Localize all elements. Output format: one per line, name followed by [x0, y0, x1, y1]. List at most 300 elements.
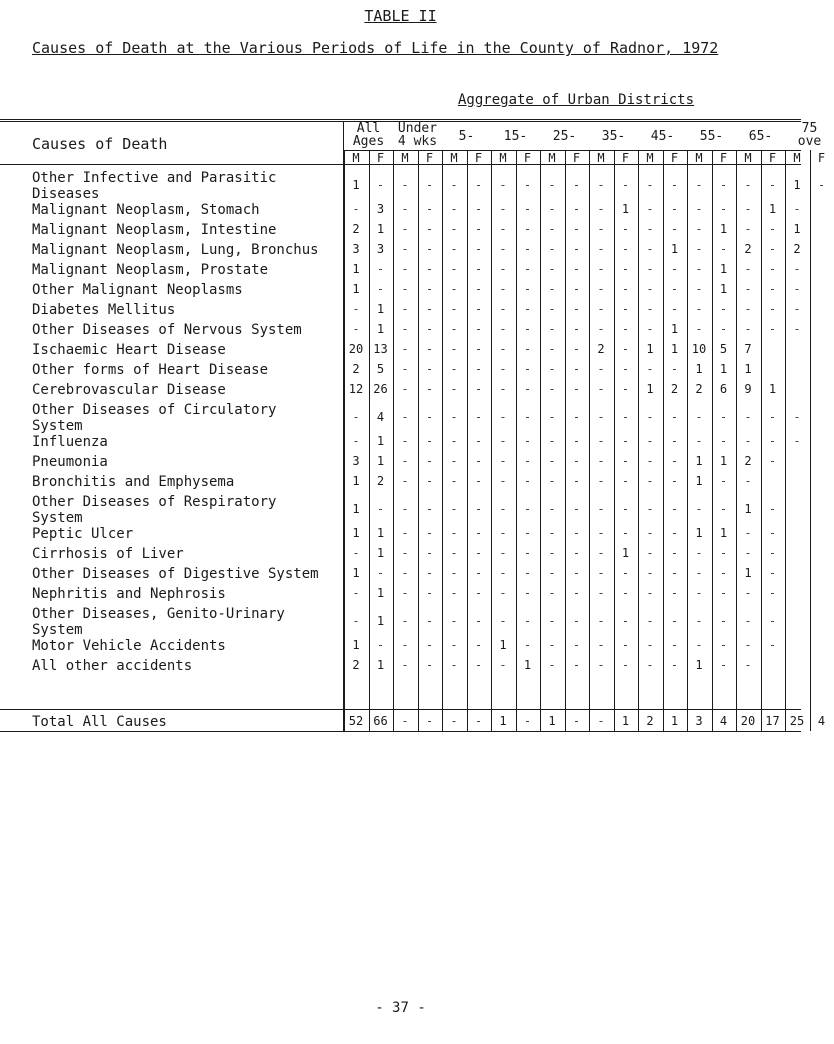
table-cell: - — [646, 638, 654, 652]
table-cell: - — [548, 262, 556, 276]
table-cell: - — [670, 474, 679, 488]
table-cell: - — [572, 242, 581, 256]
table-cell: - — [401, 362, 409, 376]
table-cell: 5 — [376, 362, 385, 376]
table-cell: - — [572, 454, 581, 468]
table-cell: 2 — [695, 382, 703, 396]
table-cell: - — [817, 178, 826, 192]
sex-subheader: F — [376, 151, 385, 165]
table-cell: - — [401, 638, 409, 652]
table-cell: - — [401, 434, 409, 448]
table-cell: - — [572, 202, 581, 216]
cause-label: Other forms of Heart Disease — [32, 362, 269, 378]
table-cell: - — [719, 322, 728, 336]
table-cell: - — [523, 566, 532, 580]
table-cell: - — [793, 322, 801, 336]
table-cell: 1 — [621, 546, 630, 560]
table-cell: - — [719, 474, 728, 488]
table-cell: - — [670, 202, 679, 216]
table-cell: - — [621, 178, 630, 192]
table-cell: - — [597, 242, 605, 256]
col-divider — [663, 150, 664, 731]
table-cell: - — [352, 202, 360, 216]
table-cell: - — [474, 410, 483, 424]
table-cell: - — [597, 322, 605, 336]
table-cell: - — [695, 614, 703, 628]
table-cell: - — [499, 434, 507, 448]
table-cell: - — [352, 434, 360, 448]
table-cell: - — [597, 262, 605, 276]
table-cell: 1 — [719, 362, 728, 376]
table-cell: - — [744, 474, 752, 488]
table-cell: - — [719, 546, 728, 560]
age-group-header: Under 4 wks — [393, 122, 442, 148]
table-cell: - — [744, 322, 752, 336]
table-cell: - — [621, 322, 630, 336]
table-cell: - — [499, 454, 507, 468]
table-cell: - — [572, 434, 581, 448]
table-cell: - — [548, 546, 556, 560]
total-cell: - — [425, 714, 434, 728]
table-cell: - — [670, 222, 679, 236]
table-cell: - — [646, 614, 654, 628]
col-divider — [810, 150, 811, 731]
table-cell: 10 — [691, 342, 707, 356]
table-cell: - — [523, 410, 532, 424]
table-cell: - — [719, 566, 728, 580]
table-cell: - — [401, 526, 409, 540]
table-cell: - — [621, 566, 630, 580]
cause-label: Other Diseases of Nervous System — [32, 322, 302, 338]
table-cell: - — [401, 342, 409, 356]
table-cell: - — [523, 474, 532, 488]
col-divider — [516, 150, 517, 731]
cause-label: Malignant Neoplasm, Intestine — [32, 222, 277, 238]
sex-subheader: M — [793, 151, 801, 165]
table-cell: - — [744, 302, 752, 316]
age-group-header: 75 ove — [785, 122, 834, 148]
sex-subheader: F — [621, 151, 630, 165]
table-cell: - — [695, 302, 703, 316]
total-cell: 66 — [373, 714, 388, 728]
table-cell: 1 — [376, 454, 385, 468]
table-cell: - — [474, 502, 483, 516]
sex-subheader: F — [523, 151, 532, 165]
table-cell: - — [450, 638, 458, 652]
table-cell: - — [719, 614, 728, 628]
table-cell: - — [401, 322, 409, 336]
table-cell: - — [597, 222, 605, 236]
table-cell: - — [352, 614, 360, 628]
total-cell: 52 — [348, 714, 364, 728]
col-divider — [589, 150, 590, 731]
table-cell: - — [401, 222, 409, 236]
table-cell: - — [670, 282, 679, 296]
table-cell: - — [621, 362, 630, 376]
table-cell: 9 — [744, 382, 752, 396]
table-cell: - — [768, 434, 777, 448]
table-cell: 1 — [352, 282, 360, 296]
table-cell: - — [376, 638, 385, 652]
col-divider — [442, 150, 443, 731]
table-cell: - — [597, 362, 605, 376]
table-cell: - — [401, 242, 409, 256]
cause-label-line2: System — [32, 622, 83, 638]
table-cell: 1 — [352, 566, 360, 580]
table-cell: - — [425, 474, 434, 488]
table-cell: - — [621, 434, 630, 448]
table-cell: - — [450, 382, 458, 396]
table-cell: 26 — [373, 382, 388, 396]
table-cell: - — [523, 282, 532, 296]
total-cell: 1 — [621, 714, 630, 728]
table-cell: 1 — [376, 546, 385, 560]
sex-subheader: F — [768, 151, 777, 165]
table-cell: - — [376, 502, 385, 516]
table-cell: - — [646, 202, 654, 216]
rule-total-top — [0, 709, 801, 710]
table-cell: - — [597, 434, 605, 448]
table-cell: - — [450, 342, 458, 356]
table-cell: - — [425, 242, 434, 256]
table-cell: - — [548, 658, 556, 672]
table-cell: - — [572, 546, 581, 560]
sex-subheader: M — [352, 151, 360, 165]
total-cell: 2 — [646, 714, 654, 728]
table-cell: - — [548, 474, 556, 488]
table-cell: 1 — [719, 454, 728, 468]
table-cell: - — [695, 202, 703, 216]
table-cell: - — [450, 502, 458, 516]
table-cell: - — [499, 526, 507, 540]
cause-label: Malignant Neoplasm, Lung, Bronchus — [32, 242, 319, 258]
table-cell: - — [523, 586, 532, 600]
table-cell: 2 — [670, 382, 679, 396]
table-cell: - — [744, 434, 752, 448]
table-cell: - — [572, 382, 581, 396]
table-cell: 20 — [348, 342, 364, 356]
table-cell: - — [744, 178, 752, 192]
table-cell: - — [499, 202, 507, 216]
table-title: TABLE II — [364, 7, 437, 25]
table-cell: - — [768, 222, 777, 236]
table-cell: - — [548, 566, 556, 580]
table-cell: - — [474, 566, 483, 580]
table-cell: - — [744, 546, 752, 560]
table-cell: - — [744, 202, 752, 216]
table-cell: - — [768, 526, 777, 540]
table-cell: 2 — [744, 454, 752, 468]
table-cell: - — [523, 222, 532, 236]
table-cell: - — [597, 282, 605, 296]
col-divider — [344, 150, 345, 731]
table-cell: - — [425, 658, 434, 672]
table-cell: - — [376, 262, 385, 276]
table-cell: - — [768, 410, 777, 424]
table-cell: - — [401, 202, 409, 216]
cause-label: Other Infective and Parasitic — [32, 170, 277, 186]
table-cell: - — [474, 526, 483, 540]
table-cell: - — [572, 474, 581, 488]
table-cell: 2 — [793, 242, 801, 256]
table-cell: - — [768, 178, 777, 192]
col-divider — [369, 150, 370, 731]
table-cell: 1 — [695, 526, 703, 540]
table-cell: - — [793, 262, 801, 276]
cause-label: Peptic Ulcer — [32, 526, 134, 542]
age-group-header: 65- — [748, 129, 773, 144]
table-cell: - — [548, 526, 556, 540]
table-subtitle: Causes of Death at the Various Periods of Life in the County of Radnor, 1972 — [32, 39, 719, 57]
age-group-header: All Ages — [344, 122, 393, 148]
aggregate-label: Aggregate of Urban Districts — [458, 92, 695, 108]
total-cell: 20 — [740, 714, 756, 728]
age-group-header: 55- — [699, 129, 724, 144]
table-cell: 3 — [376, 202, 385, 216]
table-cell: - — [523, 242, 532, 256]
table-cell: - — [695, 262, 703, 276]
table-cell: 1 — [793, 178, 801, 192]
table-cell: - — [646, 302, 654, 316]
table-cell: - — [670, 658, 679, 672]
table-cell: - — [499, 262, 507, 276]
table-cell: - — [744, 638, 752, 652]
table-cell: - — [376, 178, 385, 192]
table-cell: - — [474, 638, 483, 652]
table-cell: - — [695, 410, 703, 424]
table-cell: - — [621, 282, 630, 296]
table-cell: - — [523, 502, 532, 516]
table-cell: - — [450, 242, 458, 256]
table-cell: - — [450, 474, 458, 488]
table-cell: - — [474, 222, 483, 236]
table-cell: 3 — [352, 454, 360, 468]
table-cell: - — [572, 566, 581, 580]
col-divider — [393, 150, 394, 731]
table-cell: - — [499, 342, 507, 356]
table-cell: - — [719, 658, 728, 672]
table-cell: 6 — [719, 382, 728, 396]
col-divider-main — [343, 121, 344, 731]
table-cell: - — [646, 242, 654, 256]
table-cell: - — [793, 434, 801, 448]
table-cell: - — [425, 566, 434, 580]
total-cell: - — [450, 714, 458, 728]
table-cell: - — [670, 302, 679, 316]
table-cell: - — [450, 178, 458, 192]
table-cell: - — [425, 638, 434, 652]
table-cell: - — [646, 222, 654, 236]
table-cell: - — [450, 614, 458, 628]
table-cell: - — [695, 222, 703, 236]
table-cell: - — [597, 638, 605, 652]
table-cell: - — [719, 178, 728, 192]
table-cell: - — [572, 586, 581, 600]
table-cell: - — [499, 242, 507, 256]
table-cell: - — [499, 282, 507, 296]
table-cell: - — [352, 322, 360, 336]
table-cell: - — [450, 202, 458, 216]
table-cell: - — [499, 382, 507, 396]
table-cell: - — [401, 282, 409, 296]
table-cell: 1 — [744, 502, 752, 516]
table-cell: - — [450, 262, 458, 276]
table-cell: - — [548, 614, 556, 628]
table-cell: - — [425, 302, 434, 316]
table-cell: 5 — [719, 342, 728, 356]
table-cell: - — [401, 658, 409, 672]
table-cell: - — [597, 382, 605, 396]
sex-subheader: F — [425, 151, 434, 165]
table-cell: - — [474, 362, 483, 376]
cause-label: Malignant Neoplasm, Stomach — [32, 202, 260, 218]
table-cell: - — [474, 262, 483, 276]
table-cell: - — [401, 178, 409, 192]
cause-label-line2: Diseases — [32, 186, 100, 202]
table-cell: - — [523, 454, 532, 468]
sex-subheader: M — [646, 151, 654, 165]
table-cell: - — [621, 526, 630, 540]
table-cell: 1 — [376, 526, 385, 540]
table-cell: - — [523, 322, 532, 336]
table-cell: - — [499, 502, 507, 516]
table-cell: - — [425, 434, 434, 448]
table-cell: 1 — [695, 474, 703, 488]
table-cell: - — [523, 546, 532, 560]
table-cell: 3 — [352, 242, 360, 256]
table-cell: - — [646, 546, 654, 560]
table-cell: - — [572, 362, 581, 376]
table-cell: - — [548, 222, 556, 236]
table-cell: - — [499, 178, 507, 192]
table-cell: - — [695, 546, 703, 560]
table-cell: - — [695, 502, 703, 516]
table-cell: - — [572, 658, 581, 672]
table-cell: - — [450, 586, 458, 600]
table-cell: - — [572, 410, 581, 424]
rule-bottom — [0, 731, 801, 732]
col-divider — [540, 150, 541, 731]
table-cell: - — [401, 302, 409, 316]
table-cell: - — [474, 202, 483, 216]
table-cell: - — [572, 638, 581, 652]
cause-label: Other Diseases of Respiratory — [32, 494, 277, 510]
table-cell: - — [646, 566, 654, 580]
table-cell: - — [670, 454, 679, 468]
table-cell: - — [425, 382, 434, 396]
cause-label: Other Diseases, Genito-Urinary — [32, 606, 285, 622]
table-cell: - — [597, 454, 605, 468]
table-cell: - — [548, 282, 556, 296]
col-divider — [614, 150, 615, 731]
table-cell: 1 — [793, 222, 801, 236]
table-cell: - — [621, 242, 630, 256]
table-cell: - — [719, 434, 728, 448]
table-cell: - — [621, 382, 630, 396]
table-cell: - — [523, 362, 532, 376]
table-cell: 1 — [670, 342, 679, 356]
table-cell: - — [744, 262, 752, 276]
table-cell: - — [499, 586, 507, 600]
table-cell: 1 — [719, 282, 728, 296]
table-cell: - — [523, 202, 532, 216]
table-cell: - — [670, 526, 679, 540]
table-cell: - — [793, 302, 801, 316]
col-divider — [712, 150, 713, 731]
table-cell: - — [646, 410, 654, 424]
table-cell: - — [719, 410, 728, 424]
table-cell: - — [474, 546, 483, 560]
table-cell: - — [548, 586, 556, 600]
table-cell: 7 — [744, 342, 752, 356]
sex-subheader: F — [719, 151, 728, 165]
table-cell: 1 — [695, 362, 703, 376]
table-cell: - — [548, 322, 556, 336]
cause-label: Other Diseases of Circulatory — [32, 402, 277, 418]
table-cell: - — [695, 322, 703, 336]
table-cell: 1 — [499, 638, 507, 652]
col-divider — [418, 150, 419, 731]
cause-label: Motor Vehicle Accidents — [32, 638, 226, 654]
table-cell: - — [499, 222, 507, 236]
table-cell: 1 — [621, 202, 630, 216]
table-cell: 1 — [670, 242, 679, 256]
table-cell: - — [425, 178, 434, 192]
table-cell: - — [376, 566, 385, 580]
cause-label: Other Diseases of Digestive System — [32, 566, 319, 582]
table-cell: 1 — [768, 382, 777, 396]
table-cell: - — [401, 586, 409, 600]
col-divider — [491, 150, 492, 731]
table-cell: 1 — [719, 526, 728, 540]
table-cell: - — [768, 502, 777, 516]
table-cell: - — [352, 410, 360, 424]
table-cell: - — [572, 614, 581, 628]
table-cell: - — [523, 302, 532, 316]
table-cell: - — [523, 434, 532, 448]
table-cell: - — [744, 526, 752, 540]
total-cell: - — [597, 714, 605, 728]
sex-subheader: M — [450, 151, 458, 165]
total-cell: 25 — [789, 714, 805, 728]
total-cell: - — [401, 714, 409, 728]
table-cell: - — [744, 282, 752, 296]
table-cell: - — [450, 658, 458, 672]
age-group-header: 5- — [458, 129, 475, 144]
table-cell: - — [401, 614, 409, 628]
table-cell: - — [474, 322, 483, 336]
table-cell: 1 — [768, 202, 777, 216]
table-cell: - — [646, 322, 654, 336]
table-cell: - — [695, 566, 703, 580]
table-cell: - — [768, 638, 777, 652]
table-cell: - — [597, 546, 605, 560]
table-cell: - — [425, 282, 434, 296]
sex-subheader: F — [474, 151, 483, 165]
table-cell: 2 — [597, 342, 605, 356]
table-cell: - — [450, 322, 458, 336]
table-cell: - — [695, 434, 703, 448]
cause-label: Nephritis and Nephrosis — [32, 586, 226, 602]
table-cell: - — [719, 242, 728, 256]
table-cell: - — [450, 410, 458, 424]
table-cell: - — [621, 342, 630, 356]
table-cell: - — [450, 434, 458, 448]
table-cell: - — [719, 202, 728, 216]
total-cell: - — [523, 714, 532, 728]
table-cell: - — [474, 658, 483, 672]
table-cell: - — [646, 434, 654, 448]
